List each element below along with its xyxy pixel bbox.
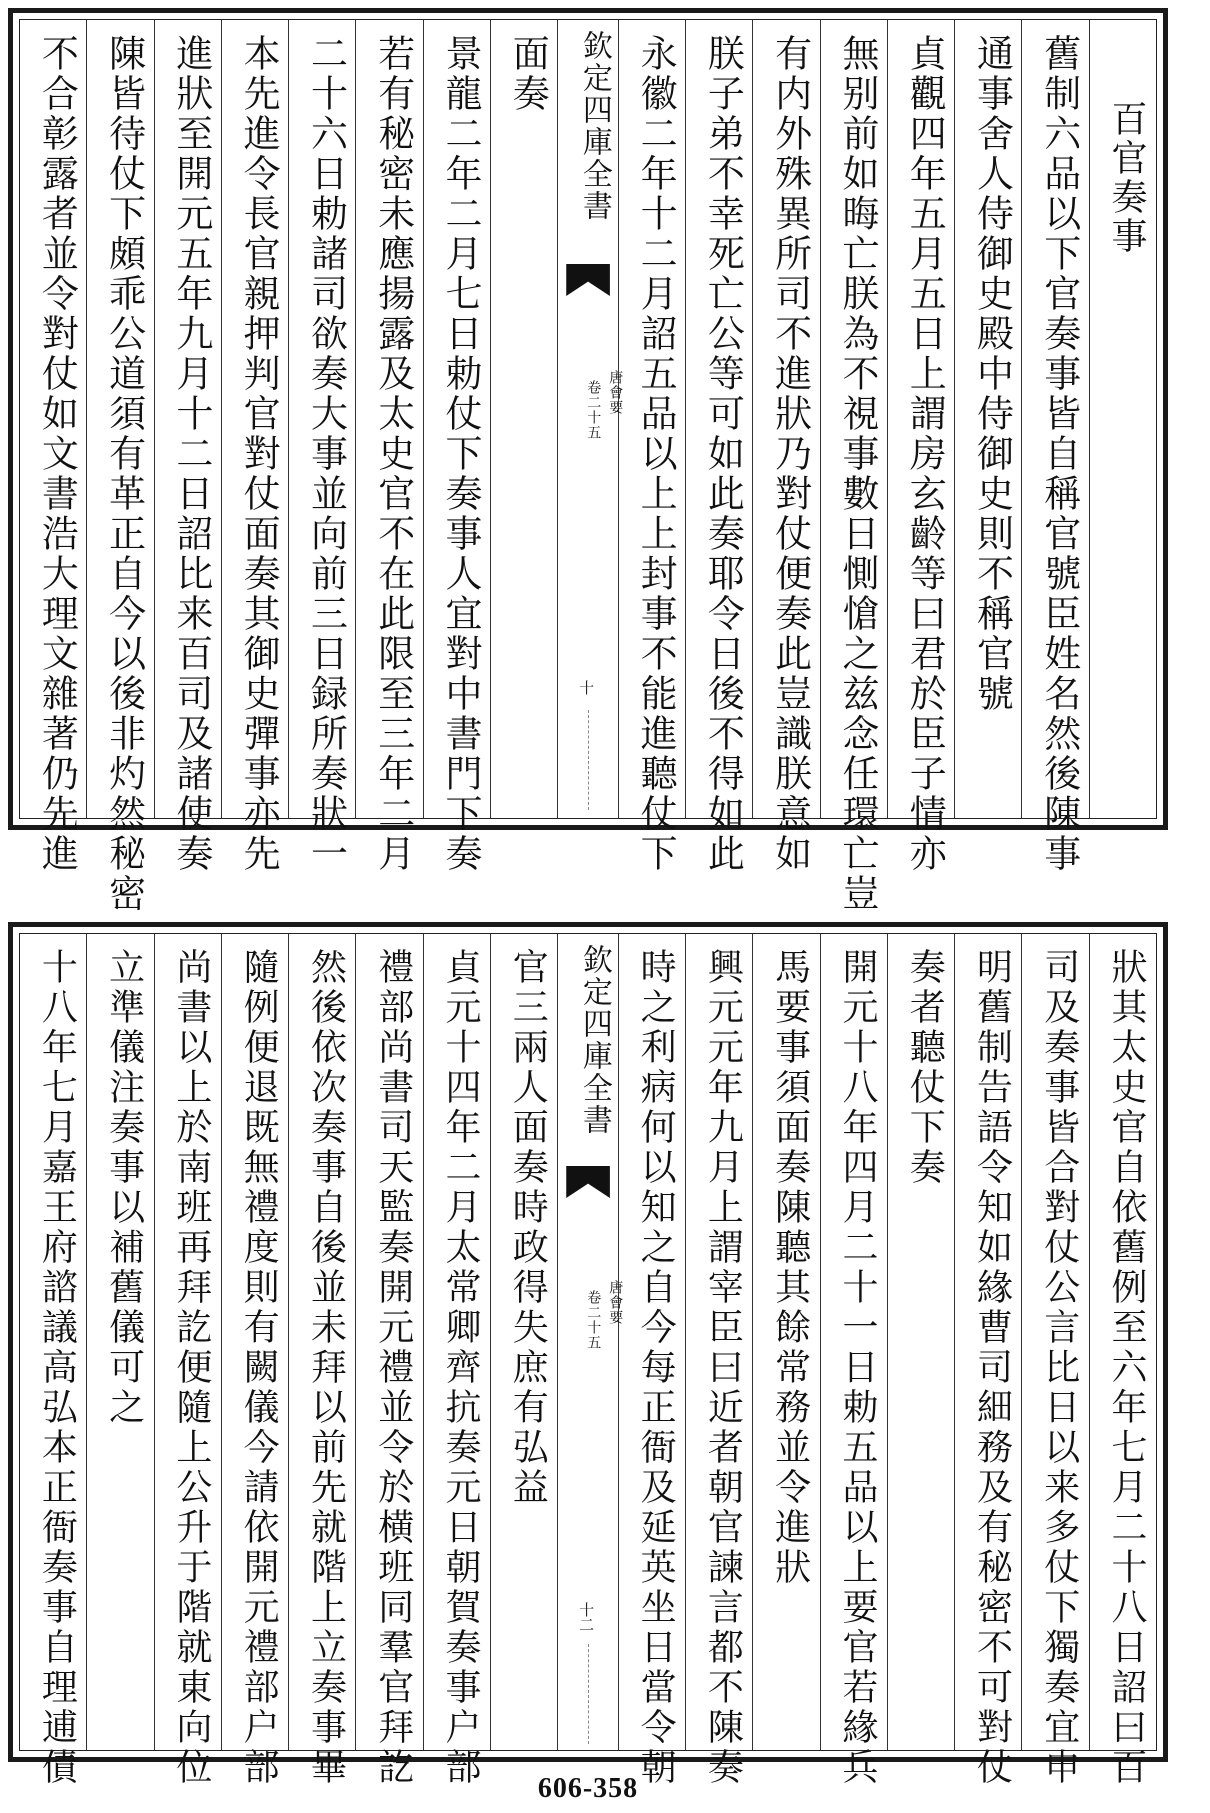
- top-column-9: 景龍二年二月七日勅仗下奏事人宜對中書門下奏: [423, 20, 490, 818]
- bottom-column-8: 時之利病何以知之自今每正衙及延英坐日當令朝: [618, 934, 685, 1750]
- bottom-column-6: 馬要事須面奏陳聽其餘常務並令進狀: [752, 934, 819, 1750]
- spine-dashes: [588, 710, 589, 810]
- top-column-2: 通事舍人侍御史殿中侍御史則不稱官號: [954, 20, 1021, 818]
- bottom-column-13: 隨例便退既無禮度則有闕儀今請依開元禮部户部: [221, 934, 288, 1750]
- bottom-page: [8, 922, 1168, 1788]
- bottom-column-9: 官三兩人面奏時政得失庶有弘益: [490, 934, 557, 1750]
- spine-book-name: 唐會要: [607, 1280, 624, 1325]
- bottom-column-1: 狀其太史官自依舊例至六年七月二十八日詔曰百: [1089, 934, 1156, 1750]
- spine-page-number: 十二: [577, 1602, 596, 1632]
- bottom-column-14: 尚書以上於南班再拜訖便隨上公升于階就東向位: [154, 934, 221, 1750]
- top-column-1: 舊制六品以下官奏事皆自稱官號臣姓名然後陳事: [1021, 20, 1088, 818]
- bottom-column-3: 明舊制告語令知如緣曹司細務及有秘密不可對仗: [954, 934, 1021, 1750]
- page-footer-number: 606-358: [537, 1773, 639, 1804]
- top-column-7: 永徽二年十二月詔五品以上上封事不能進聽仗下: [618, 20, 685, 818]
- bottom-column-7: 興元元年九月上謂宰臣曰近者朝官諫言都不陳奏: [685, 934, 752, 1750]
- top-column-4: 無别前如晦亡朕為不視事數日惻愴之兹念任環亡豈: [820, 20, 887, 818]
- bottom-column-15: 立準儀注奏事以補舊儀可之: [86, 934, 153, 1750]
- section-heading: 百官奏事: [1106, 100, 1147, 256]
- top-heading-column: [1089, 20, 1156, 818]
- bottom-column-4: 奏者聽仗下奏: [887, 934, 954, 1750]
- top-column-12: 本先進令長官親押判官對仗面奏其御史彈事亦先: [221, 20, 288, 818]
- top-column-6: 朕子弟不幸死亡公等可如此奏耶令日後不得如此: [685, 20, 752, 818]
- spine-volume: 卷二十五: [585, 380, 602, 440]
- bottom-column-16: 十八年七月嘉王府諮議高弘本正衙奏事自理逋債: [36, 948, 78, 1788]
- fish-tail-mark: [566, 1166, 610, 1198]
- fish-tail-mark: [566, 264, 610, 296]
- bottom-column-11: 禮部尚書司天監奏開元禮並令於横班同羣官拜訖: [355, 934, 422, 1750]
- spine-page-number: 十: [577, 680, 596, 695]
- top-column-10: 若有秘密未應揚露及太史官不在此限至三年二月: [355, 20, 422, 818]
- bottom-column-5: 開元十八年四月二十一日勅五品以上要官若緣兵: [820, 934, 887, 1750]
- spine-book-name: 唐會要: [607, 370, 624, 415]
- top-column-5: 有内外殊異所司不進狀乃對仗便奏此豈識朕意如: [752, 20, 819, 818]
- bottom-spine: [557, 934, 624, 1750]
- spine-title: 欽定四庫全書: [576, 30, 612, 222]
- top-column-14: 陳皆待仗下頗乖公道須有革正自今以後非灼然秘密: [86, 20, 153, 818]
- bottom-column-2: 司及奏事皆合對仗公言比日以来多仗下獨奏宜申: [1021, 934, 1088, 1750]
- top-column-11: 二十六日勅諸司欲奏大事並向前三日録所奏狀一: [288, 20, 355, 818]
- bottom-column-12: 然後依次奏事自後並未拜以前先就階上立奏事畢: [288, 934, 355, 1750]
- spine-dashes: [588, 1644, 589, 1744]
- top-spine: [557, 20, 624, 818]
- spine-title: 欽定四庫全書: [576, 944, 612, 1136]
- bottom-column-10: 貞元十四年二月太常卿齊抗奏元日朝賀奏事户部: [423, 934, 490, 1750]
- top-column-13: 進狀至開元五年九月十二日詔比来百司及諸使奏: [154, 20, 221, 818]
- top-column-8: 面奏: [490, 20, 557, 818]
- top-page: [8, 8, 1168, 914]
- top-column-15: 不合彰露者並令對仗如文書浩大理文雜著仍先進: [35, 34, 79, 874]
- top-column-3: 貞觀四年五月五日上謂房玄齡等曰君於臣子情亦: [887, 20, 954, 818]
- spine-volume: 卷二十五: [585, 1290, 602, 1350]
